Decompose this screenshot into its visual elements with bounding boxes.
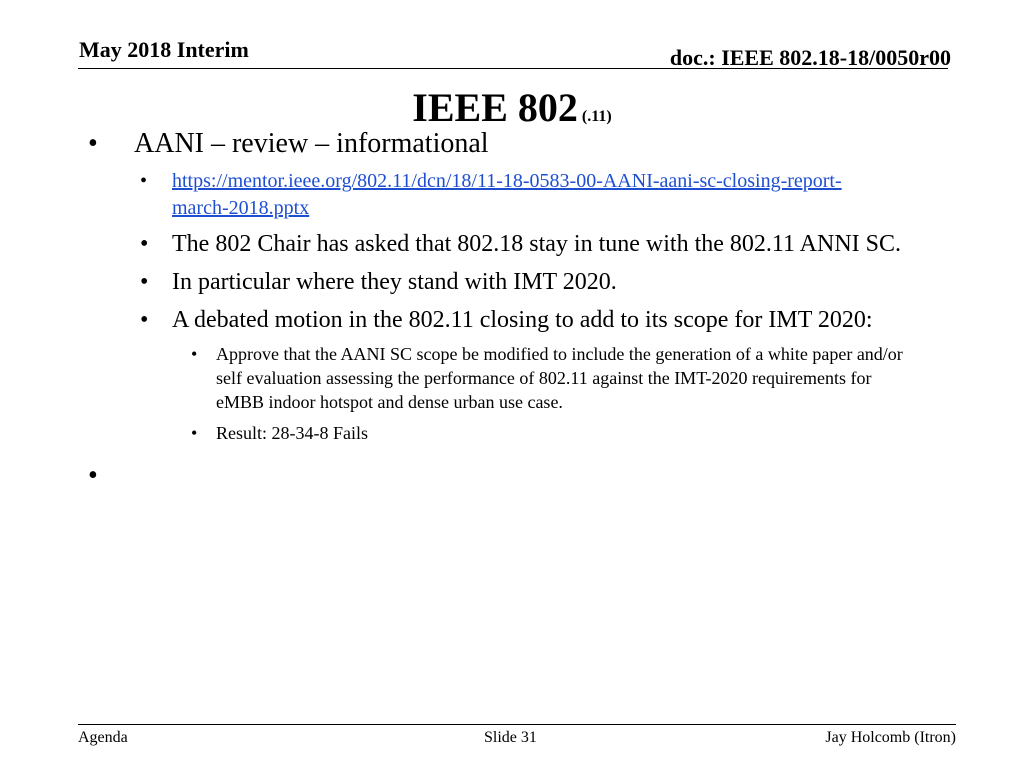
bullet-glyph: • — [191, 423, 198, 443]
bullet-glyph: • — [140, 269, 149, 295]
bullet-glyph: • — [140, 307, 149, 333]
bullet-glyph: • — [140, 170, 148, 192]
bullet-debated-motion: A debated motion in the 802.11 closing to add to its scope for IMT 2020: — [172, 307, 873, 333]
slide-title-main: IEEE 802 — [412, 85, 578, 130]
motion-text-line1: Approve that the AANI SC scope be modified to include the generation of a white paper and/or — [216, 344, 903, 364]
header-date: May 2018 Interim — [79, 37, 249, 62]
bullet-glyph-empty: • — [88, 460, 98, 491]
motion-result: Result: 28-34-8 Fails — [216, 423, 368, 443]
bullet-glyph: • — [88, 128, 98, 159]
footer-divider — [78, 724, 956, 725]
closing-report-link-continuation[interactable] — [172, 196, 309, 220]
footer-section: Agenda — [78, 729, 128, 746]
bullet-glyph: • — [191, 344, 198, 364]
bullet-imt-2020: In particular where they stand with IMT 2020. — [172, 269, 617, 295]
closing-report-link-line1: https://mentor.ieee.org/802.11/dcn/18/11-18-0583-00-AANI-aani-sc-closing-report- — [172, 170, 842, 192]
motion-text-line2: self evaluation assessing the performance of 802.11 against the IMT-2020 requirements for — [216, 368, 872, 388]
bullet-glyph: • — [140, 231, 149, 257]
closing-report-link[interactable] — [172, 169, 842, 193]
footer-slide-number: Slide 31 — [484, 729, 537, 746]
bullet-aani-review: AANI – review – informational — [134, 128, 489, 159]
motion-text-line3: eMBB indoor hotspot and dense urban use case. — [216, 392, 563, 412]
footer-author: Jay Holcomb (Itron) — [825, 729, 956, 746]
closing-report-link-line2: march-2018.pptx — [172, 197, 310, 219]
slide-title-sub: (.11) — [581, 108, 612, 125]
header-doc-id: doc.: IEEE 802.18-18/0050r00 — [669, 45, 951, 70]
bullet-chair-request: The 802 Chair has asked that 802.18 stay in tune with the 802.11 ANNI SC. — [172, 231, 902, 257]
